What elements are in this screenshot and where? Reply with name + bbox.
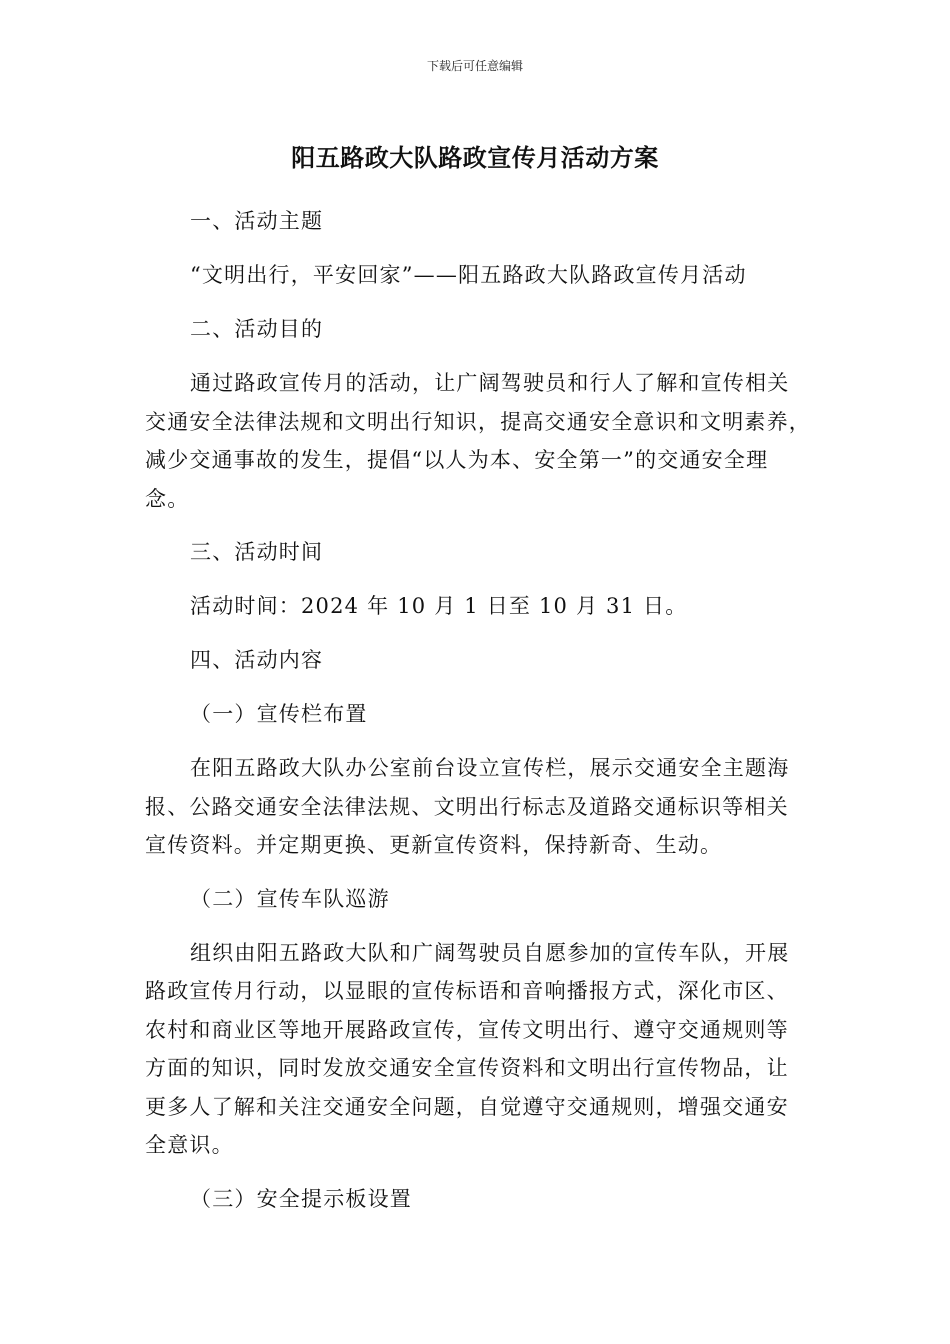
- document-title: 阳五路政大队路政宣传月活动方案: [291, 144, 659, 172]
- paragraph-line: 全意识。: [145, 1133, 234, 1157]
- subsection-heading: （三）安全提示板设置: [190, 1187, 412, 1211]
- paragraph-line: 在阳五路政大队办公室前台设立宣传栏，展示交通安全主题海: [190, 756, 790, 780]
- paragraph-line: 念。: [145, 487, 190, 511]
- paragraph-line: 方面的知识，同时发放交通安全宣传资料和文明出行宣传物品，让: [145, 1056, 789, 1080]
- paragraph-line: “文明出行，平安回家”——阳五路政大队路政宣传月活动: [190, 263, 747, 287]
- paragraph-line: 更多人了解和关注交通安全问题，自觉遵守交通规则，增强交通安: [145, 1095, 789, 1119]
- paragraph-line: 活动时间：2024 年 10 月 1 日至 10 月 31 日。: [190, 594, 688, 618]
- section-heading-content: 四、活动内容: [190, 648, 324, 672]
- paragraph-line: 宣传资料。并定期更换、更新宣传资料，保持新奇、生动。: [145, 833, 723, 857]
- paragraph-line: 交通安全法律法规和文明出行知识，提高交通安全意识和文明素养，: [145, 410, 811, 434]
- subsection-heading: （二）宣传车队巡游: [190, 887, 390, 911]
- paragraph-line: 通过路政宣传月的活动，让广阔驾驶员和行人了解和宣传相关: [190, 371, 790, 395]
- paragraph-line: 路政宣传月行动，以显眼的宣传标语和音响播报方式，深化市区、: [145, 979, 789, 1003]
- section-heading-purpose: 二、活动目的: [190, 317, 324, 341]
- section-heading-theme: 一、活动主题: [190, 209, 324, 233]
- paragraph-line: 农村和商业区等地开展路政宣传，宣传文明出行、遵守交通规则等: [145, 1018, 789, 1042]
- section-heading-time: 三、活动时间: [190, 540, 324, 564]
- paragraph-line: 减少交通事故的发生，提倡“以人为本、安全第一”的交通安全理: [145, 448, 769, 472]
- header-note: 下载后可任意编辑: [426, 59, 523, 73]
- paragraph-line: 组织由阳五路政大队和广阔驾驶员自愿参加的宣传车队，开展: [190, 941, 790, 965]
- subsection-heading: （一）宣传栏布置: [190, 702, 368, 726]
- paragraph-line: 报、公路交通安全法律法规、文明出行标志及道路交通标识等相关: [145, 795, 789, 819]
